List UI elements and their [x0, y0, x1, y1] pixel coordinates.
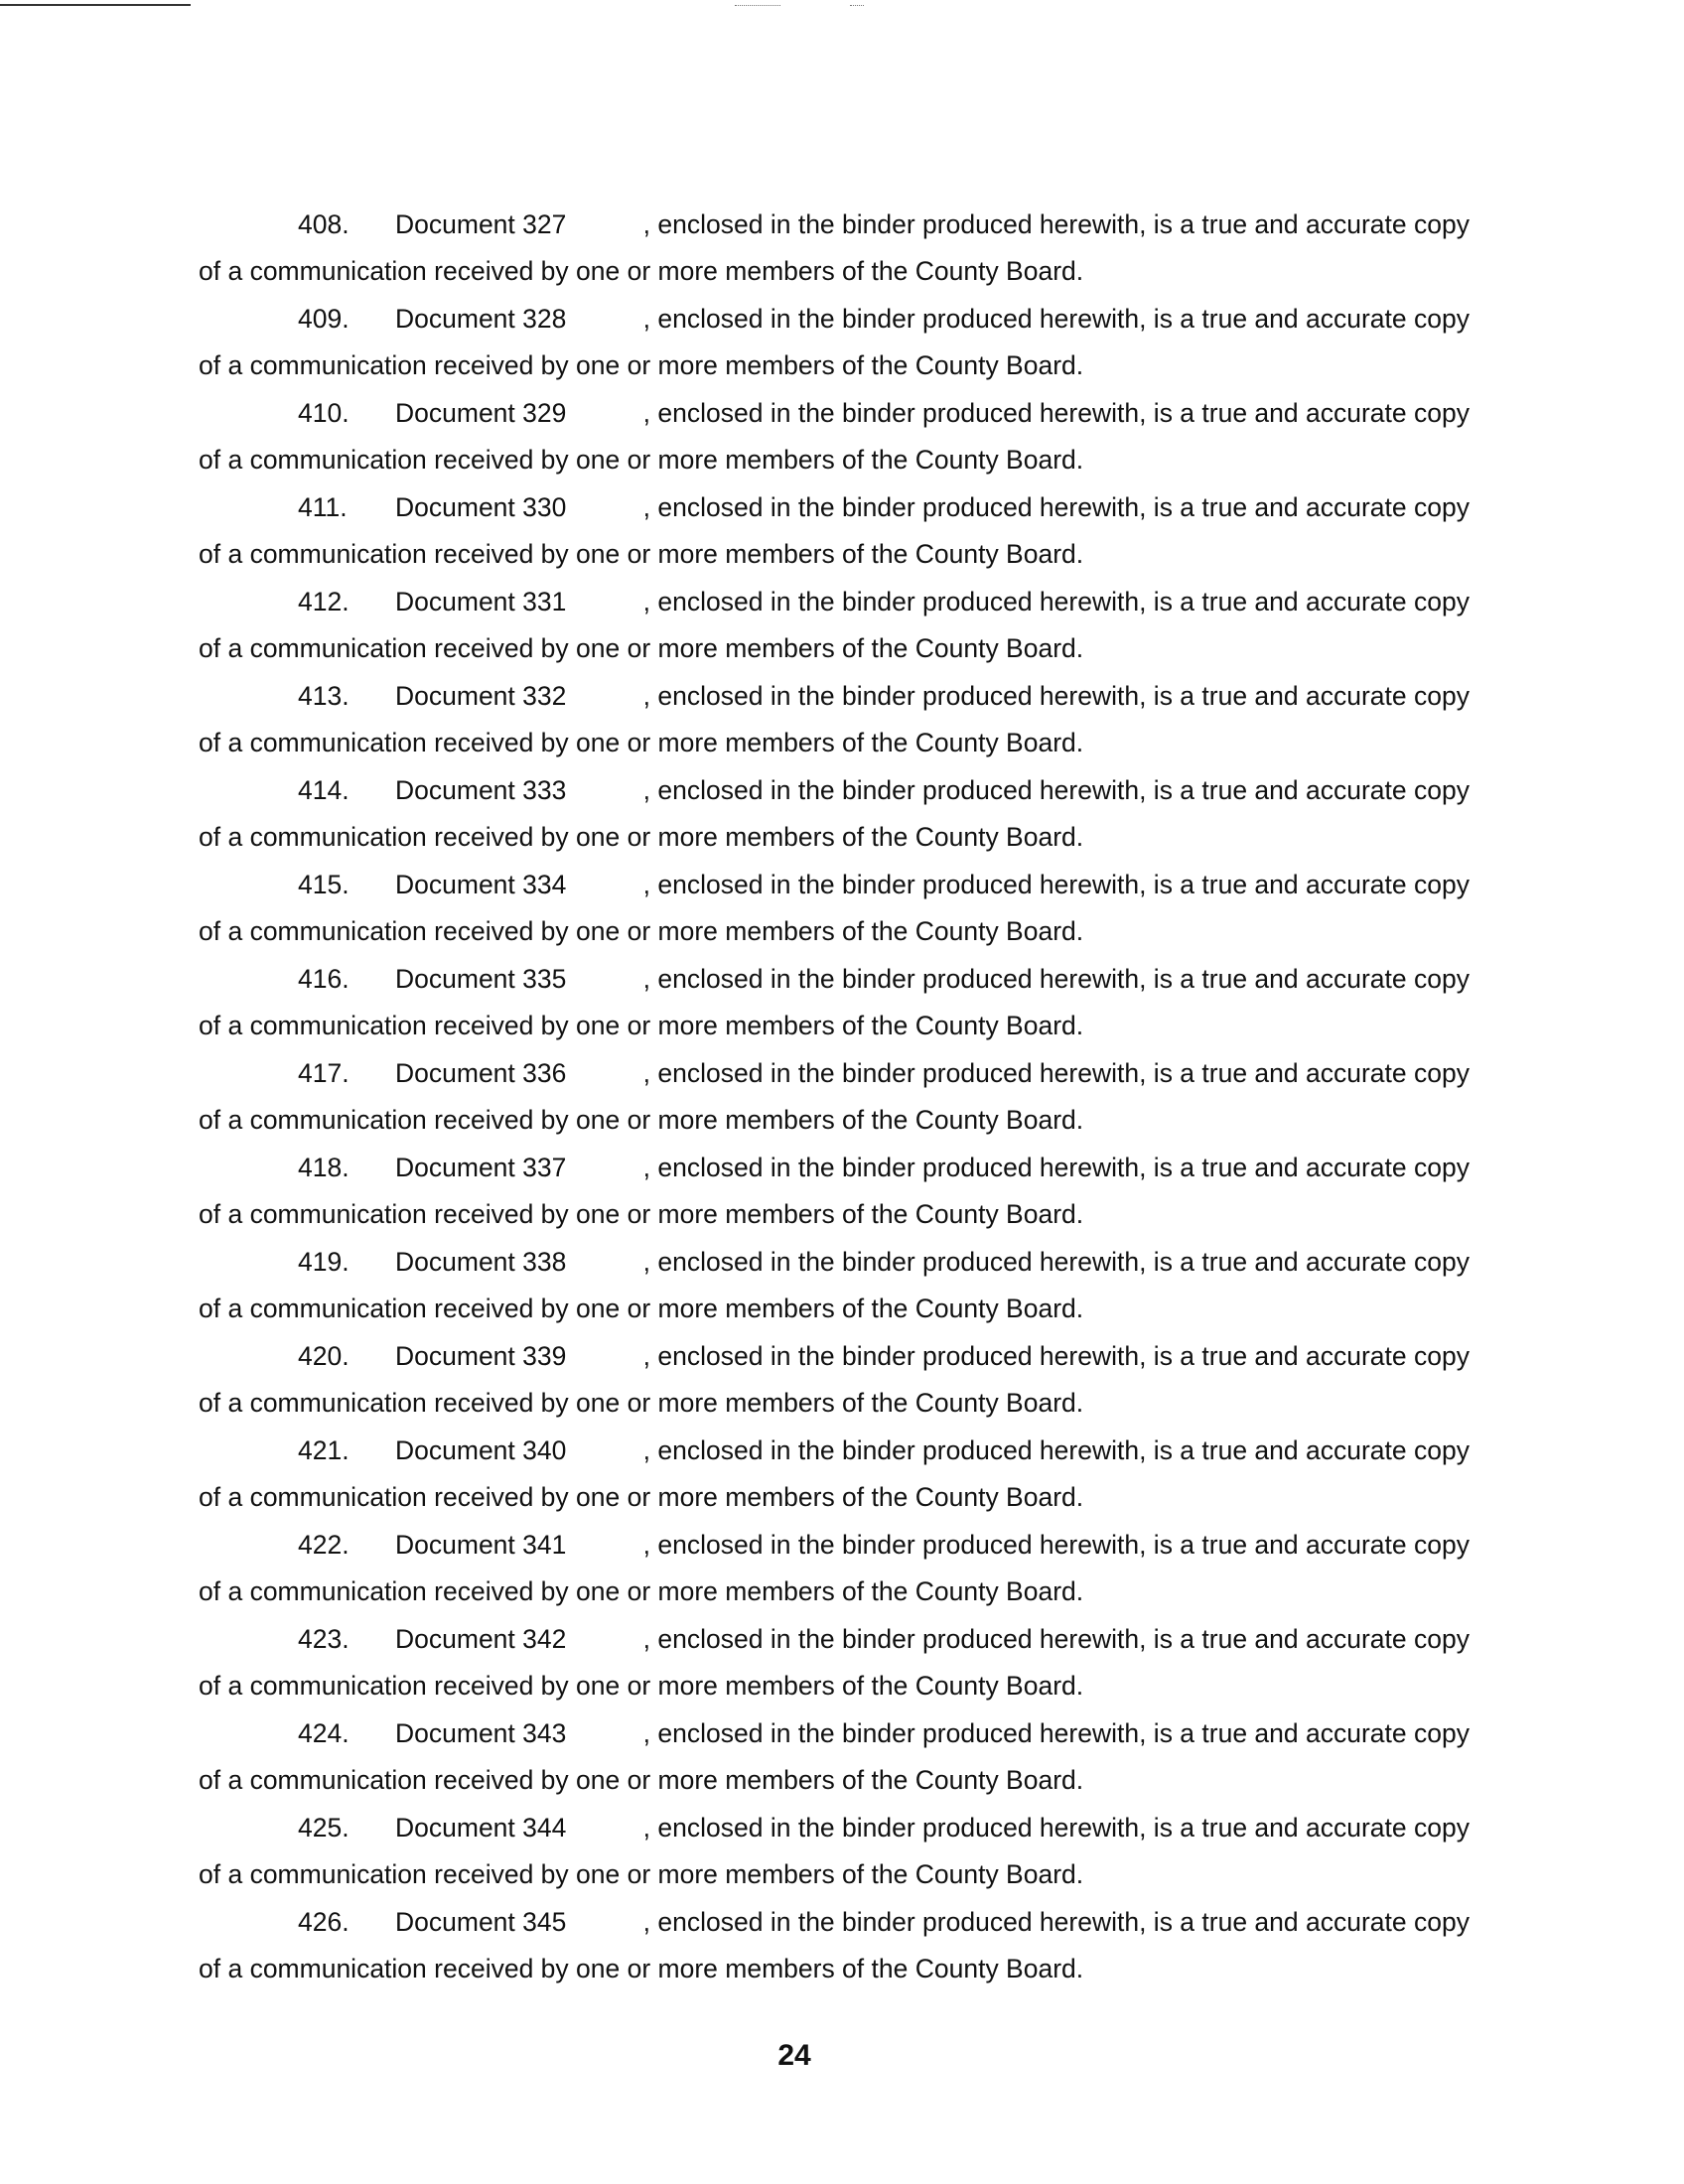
document-reference: Document 335 — [395, 964, 567, 994]
paragraph-continuation: of a communication received by one or more members of the County Board. — [199, 1765, 1084, 1795]
paragraph-text: , enclosed in the binder produced herewith, is a true and accurate copy — [642, 1530, 1470, 1560]
paragraph — [199, 1428, 1470, 1522]
paragraph-continuation: of a communication received by one or more members of the County Board. — [199, 822, 1084, 852]
document-reference: Document 330 — [395, 492, 567, 522]
paragraph-text: , enclosed in the binder produced herewith, is a true and accurate copy — [642, 1058, 1470, 1088]
paragraph-text: , enclosed in the binder produced herewith, is a true and accurate copy — [642, 1718, 1470, 1748]
paragraph-number: 411. — [298, 492, 348, 522]
paragraph — [199, 1050, 1470, 1145]
paragraph-text: , enclosed in the binder produced herewith, is a true and accurate copy — [642, 681, 1470, 711]
paragraph-number: 422. — [298, 1530, 350, 1560]
paragraph-continuation: of a communication received by one or more members of the County Board. — [199, 1105, 1084, 1135]
paragraph-number: 423. — [298, 1624, 350, 1654]
paragraph — [199, 484, 1470, 579]
paragraph-continuation: of a communication received by one or more members of the County Board. — [199, 1954, 1084, 1983]
paragraph-continuation: of a communication received by one or more members of the County Board. — [199, 350, 1084, 380]
document-reference: Document 336 — [395, 1058, 567, 1088]
paragraph-text: , enclosed in the binder produced herewith, is a true and accurate copy — [642, 492, 1470, 522]
paragraph-continuation: of a communication received by one or more members of the County Board. — [199, 1388, 1084, 1418]
paragraph-text: , enclosed in the binder produced herewith, is a true and accurate copy — [642, 1247, 1470, 1277]
document-reference: Document 341 — [395, 1530, 567, 1560]
paragraph-continuation: of a communication received by one or more members of the County Board. — [199, 445, 1084, 475]
paragraph — [199, 296, 1470, 390]
paragraph-text: , enclosed in the binder produced herewith, is a true and accurate copy — [642, 1907, 1470, 1937]
document-reference: Document 333 — [395, 775, 567, 805]
paragraph-text: , enclosed in the binder produced herewith, is a true and accurate copy — [642, 398, 1470, 428]
paragraph-text: , enclosed in the binder produced herewith, is a true and accurate copy — [642, 587, 1470, 616]
paragraph-text: , enclosed in the binder produced herewith, is a true and accurate copy — [642, 1813, 1470, 1843]
paragraph-number: 410. — [298, 398, 350, 428]
paragraph — [199, 1333, 1470, 1428]
paragraph — [199, 1145, 1470, 1239]
paragraph-text: , enclosed in the binder produced herewith, is a true and accurate copy — [642, 1624, 1470, 1654]
top-scan-mark — [735, 5, 780, 6]
document-reference: Document 332 — [395, 681, 567, 711]
document-reference: Document 343 — [395, 1718, 567, 1748]
paragraph-number: 409. — [298, 304, 350, 334]
paragraph-number: 426. — [298, 1907, 350, 1937]
paragraph — [199, 1616, 1470, 1710]
paragraph — [199, 767, 1470, 862]
top-rule — [0, 4, 191, 6]
paragraph-text: , enclosed in the binder produced herewith, is a true and accurate copy — [642, 775, 1470, 805]
paragraph-continuation: of a communication received by one or more members of the County Board. — [199, 1482, 1084, 1512]
paragraph — [199, 1239, 1470, 1333]
paragraph-continuation: of a communication received by one or more members of the County Board. — [199, 1199, 1084, 1229]
paragraph-text: , enclosed in the binder produced herewith, is a true and accurate copy — [642, 1435, 1470, 1465]
paragraph-number: 416. — [298, 964, 350, 994]
paragraph-text: , enclosed in the binder produced herewith, is a true and accurate copy — [642, 870, 1470, 899]
paragraph-text: , enclosed in the binder produced herewith, is a true and accurate copy — [642, 304, 1470, 334]
paragraph-number: 418. — [298, 1153, 350, 1182]
document-reference: Document 340 — [395, 1435, 567, 1465]
paragraph-number: 424. — [298, 1718, 350, 1748]
paragraph-continuation: of a communication received by one or more members of the County Board. — [199, 1859, 1084, 1889]
paragraph-text: , enclosed in the binder produced herewith, is a true and accurate copy — [642, 1153, 1470, 1182]
document-reference: Document 328 — [395, 304, 567, 334]
document-reference: Document 345 — [395, 1907, 567, 1937]
document-reference: Document 339 — [395, 1341, 567, 1371]
paragraph-number: 419. — [298, 1247, 350, 1277]
paragraph-continuation: of a communication received by one or more members of the County Board. — [199, 728, 1084, 757]
page-number: 24 — [777, 2039, 811, 2072]
paragraph-text: , enclosed in the binder produced herewith, is a true and accurate copy — [642, 1341, 1470, 1371]
paragraph-number: 421. — [298, 1435, 350, 1465]
paragraph-continuation: of a communication received by one or more members of the County Board. — [199, 633, 1084, 663]
paragraph — [199, 1899, 1470, 1993]
document-reference: Document 344 — [395, 1813, 567, 1843]
paragraph — [199, 673, 1470, 767]
paragraph — [199, 1710, 1470, 1805]
paragraph — [199, 579, 1470, 673]
paragraph-continuation: of a communication received by one or more members of the County Board. — [199, 1671, 1084, 1701]
paragraph — [199, 956, 1470, 1050]
document-reference: Document 327 — [395, 209, 567, 239]
paragraph — [199, 202, 1470, 296]
paragraph-text: , enclosed in the binder produced herewith, is a true and accurate copy — [642, 209, 1470, 239]
paragraph — [199, 862, 1470, 956]
paragraph-continuation: of a communication received by one or more members of the County Board. — [199, 1011, 1084, 1040]
paragraph-number: 417. — [298, 1058, 350, 1088]
paragraph — [199, 390, 1470, 484]
paragraph-continuation: of a communication received by one or more members of the County Board. — [199, 1576, 1084, 1606]
paragraph-continuation: of a communication received by one or more members of the County Board. — [199, 539, 1084, 569]
document-reference: Document 334 — [395, 870, 567, 899]
document-body — [199, 202, 1470, 1993]
paragraph-number: 412. — [298, 587, 350, 616]
paragraph-continuation: of a communication received by one or more members of the County Board. — [199, 1294, 1084, 1323]
paragraph-number: 408. — [298, 209, 350, 239]
paragraph-number: 414. — [298, 775, 350, 805]
paragraph-continuation: of a communication received by one or more members of the County Board. — [199, 256, 1084, 286]
top-scan-mark — [850, 5, 864, 6]
document-reference: Document 337 — [395, 1153, 567, 1182]
document-reference: Document 338 — [395, 1247, 567, 1277]
document-reference: Document 329 — [395, 398, 567, 428]
paragraph-text: , enclosed in the binder produced herewith, is a true and accurate copy — [642, 964, 1470, 994]
paragraph — [199, 1805, 1470, 1899]
document-reference: Document 342 — [395, 1624, 567, 1654]
document-reference: Document 331 — [395, 587, 567, 616]
paragraph-number: 415. — [298, 870, 350, 899]
paragraph-continuation: of a communication received by one or more members of the County Board. — [199, 916, 1084, 946]
paragraph-number: 425. — [298, 1813, 350, 1843]
paragraph — [199, 1522, 1470, 1616]
paragraph-number: 413. — [298, 681, 350, 711]
paragraph-number: 420. — [298, 1341, 350, 1371]
